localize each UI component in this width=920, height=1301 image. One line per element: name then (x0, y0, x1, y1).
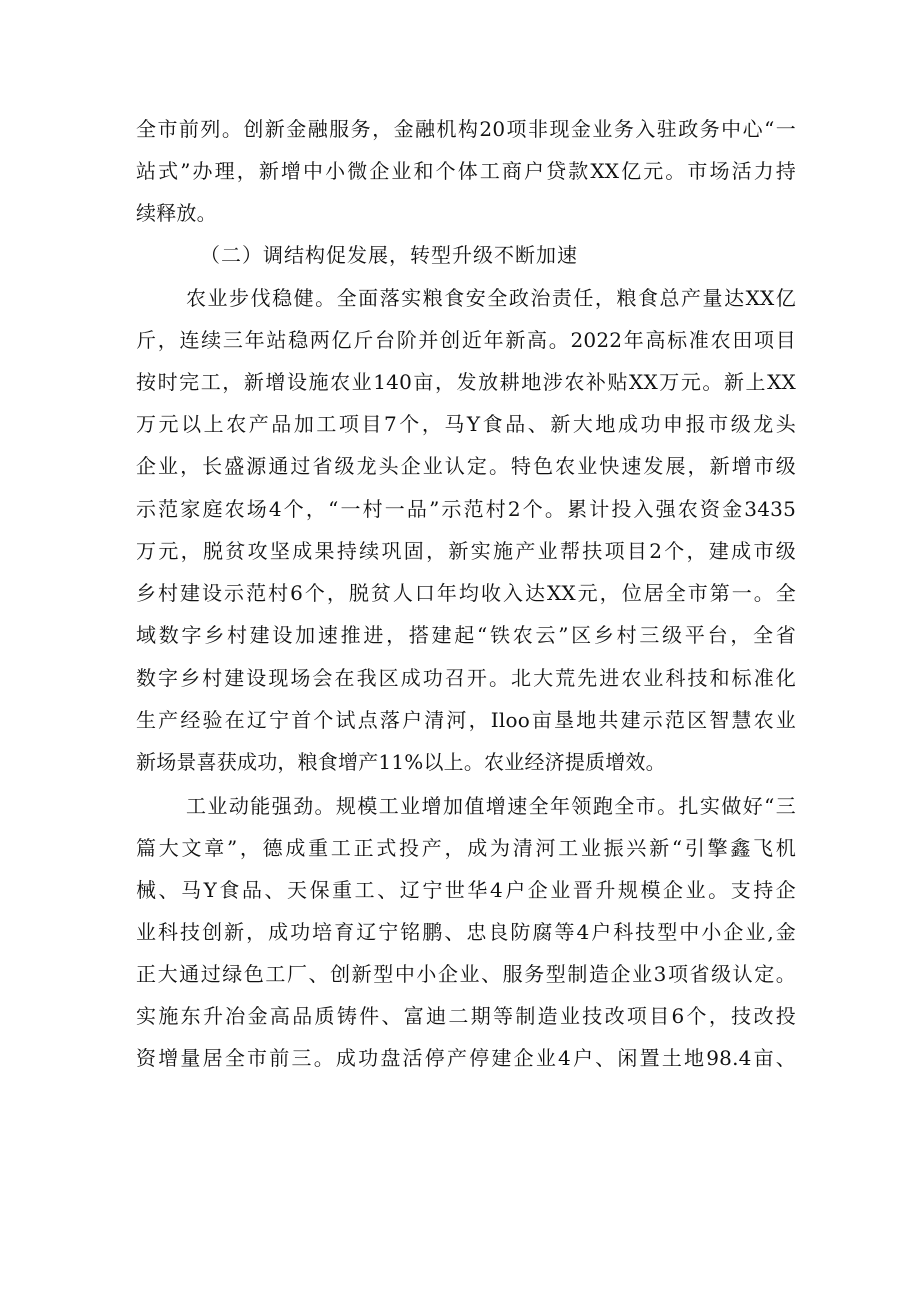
text-line: 示范家庭农场4个，“一村一品”示范村2个。累计投入强农资金3435 (136, 497, 796, 521)
text-line: 械、马Y食品、天保重工、辽宁世华4户企业晋升规模企业。支持企 (136, 878, 796, 902)
text-line: 企业，长盛源通过省级龙头企业认定。特色农业快速发展，新增市级 (136, 454, 796, 478)
text-line: 站式”办理，新增中小微企业和个体工商户贷款XX亿元。市场活力持 (136, 159, 796, 183)
text-line: 数字乡村建设现场会在我区成功召开。北大荒先进农业科技和标准化 (136, 666, 796, 690)
text-line: 正大通过绿色工厂、创新型中小企业、服务型制造企业3项省级认定。 (136, 962, 796, 986)
text-line: 万元以上农产品加工项目7个，马Y食品、新大地成功申报市级龙头 (136, 412, 796, 436)
text-line: 续释放。 (136, 201, 217, 225)
text-line: 篇大文章”，德成重工正式投产，成为清河工业振兴新“引擎鑫飞机 (136, 836, 796, 860)
text-line: 按时完工，新增设施农业140亩，发放耕地涉农补贴XX万元。新上XX (136, 370, 796, 394)
text-line: 生产经验在辽宁首个试点落户清河，Iloo亩垦地共建示范区智慧农业 (136, 708, 796, 732)
text-line: 乡村建设示范村6个，脱贫人口年均收入达XX元，位居全市第一。全 (136, 581, 796, 605)
text-line: 业科技创新，成功培育辽宁铭鹏、忠良防腐等4户科技型中小企业,金 (136, 920, 796, 944)
text-line: 工业动能强劲。规模工业增加值增速全年领跑全市。扎实做好“三 (186, 794, 796, 818)
text-line: 农业步伐稳健。全面落实粮食安全政治责任，粮食总产量达XX亿 (186, 286, 796, 310)
text-line: 实施东升冶金高品质铸件、富迪二期等制造业技改项目6个，技改投 (136, 1004, 796, 1028)
text-line: 万元，脱贫攻坚成果持续巩固，新实施产业帮扶项目2个，建成市级 (136, 539, 796, 563)
text-line: 斤，连续三年站稳两亿斤台阶并创近年新高。2022年高标准农田项目 (136, 328, 796, 352)
text-line: 全市前列。创新金融服务，金融机构20项非现金业务入驻政务中心“一 (136, 117, 796, 141)
text-line: 新场景喜获成功，粮食增产11%以上。农业经济提质增效。 (136, 750, 666, 774)
text-line: 域数字乡村建设加速推进，搭建起“铁农云”区乡村三级平台，全省 (136, 623, 796, 647)
section-heading: （二）调结构促发展，转型升级不断加速 (200, 243, 578, 267)
text-line: 资增量居全市前三。成功盘活停产停建企业4户、闲置土地98.4亩、 (136, 1046, 796, 1070)
